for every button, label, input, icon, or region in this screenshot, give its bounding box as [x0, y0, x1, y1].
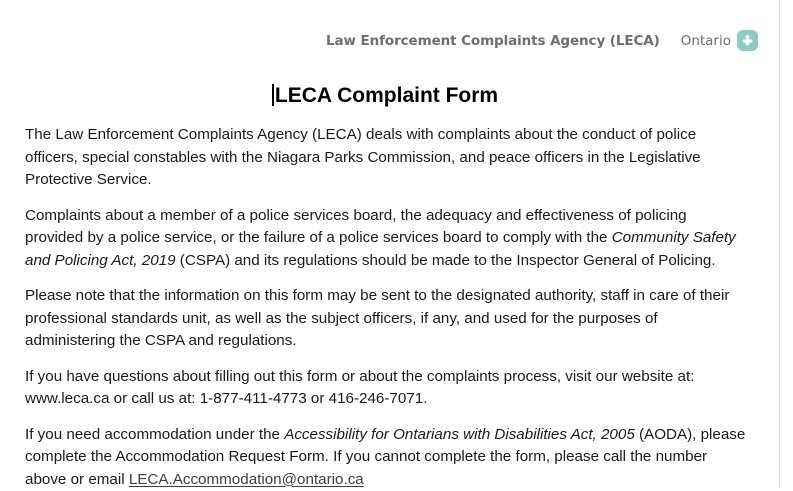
document-body [25, 124, 749, 491]
text-run: Please note that the information on this form may be sent to the designated authority, staff in care of their professional standards unit, as well as the subject officers, if any, and used for the purposes of administering the CSPA and regulations. [25, 287, 729, 349]
text-run: Complaints about a member of a police services board, the adequacy and effectiveness of policing provided by a police service, or the failure of a police services board to comply with the [25, 207, 687, 247]
statute-citation-cspa: Community Safety and Policing Act, 2019 [25, 229, 736, 269]
statute-citation-aoda: Accessibility for Ontarians with Disabilities Act, 2005 [284, 426, 635, 443]
paragraph-contact [25, 366, 749, 411]
text-run: If you have questions about filling out this form or about the complaints process, visit our website at: www.leca.ca or call us at: 1-877-411-4773 or 416-246-7071. [25, 368, 694, 408]
ontario-trillium-icon [737, 30, 758, 51]
ontario-wordmark: Ontario [681, 33, 731, 49]
page-right-border [779, 0, 780, 488]
agency-name-heading: Law Enforcement Complaints Agency (LECA) [326, 33, 660, 49]
ontario-logo-lockup [681, 30, 758, 51]
document-header [0, 30, 770, 51]
paragraph-board-complaints [25, 205, 749, 273]
form-title-row [0, 84, 770, 108]
text-run: If you need accommodation under the [25, 426, 284, 443]
page-title[interactable] [272, 84, 498, 108]
text-run: (CSPA) and its regulations should be made to the Inspector General of Policing. [176, 252, 716, 269]
text-run: (AODA), please complete the Accommodation Request Form. If you cannot complete the form, please call the number above or email [25, 426, 745, 488]
text-run: The Law Enforcement Complaints Agency (LECA) deals with complaints about the conduct of police officers, special constables with the Niagara Parks Commission, and peace officers in the Legislative Protective Service. [25, 126, 701, 188]
paragraph-mandate [25, 124, 749, 192]
paragraph-accommodation [25, 424, 749, 491]
accommodation-email-link[interactable]: LECA.Accommodation@ontario.ca [129, 471, 364, 488]
page-title-text: LECA Complaint Form [275, 84, 498, 107]
text-caret [272, 84, 274, 106]
paragraph-disclosure-notice [25, 285, 749, 353]
